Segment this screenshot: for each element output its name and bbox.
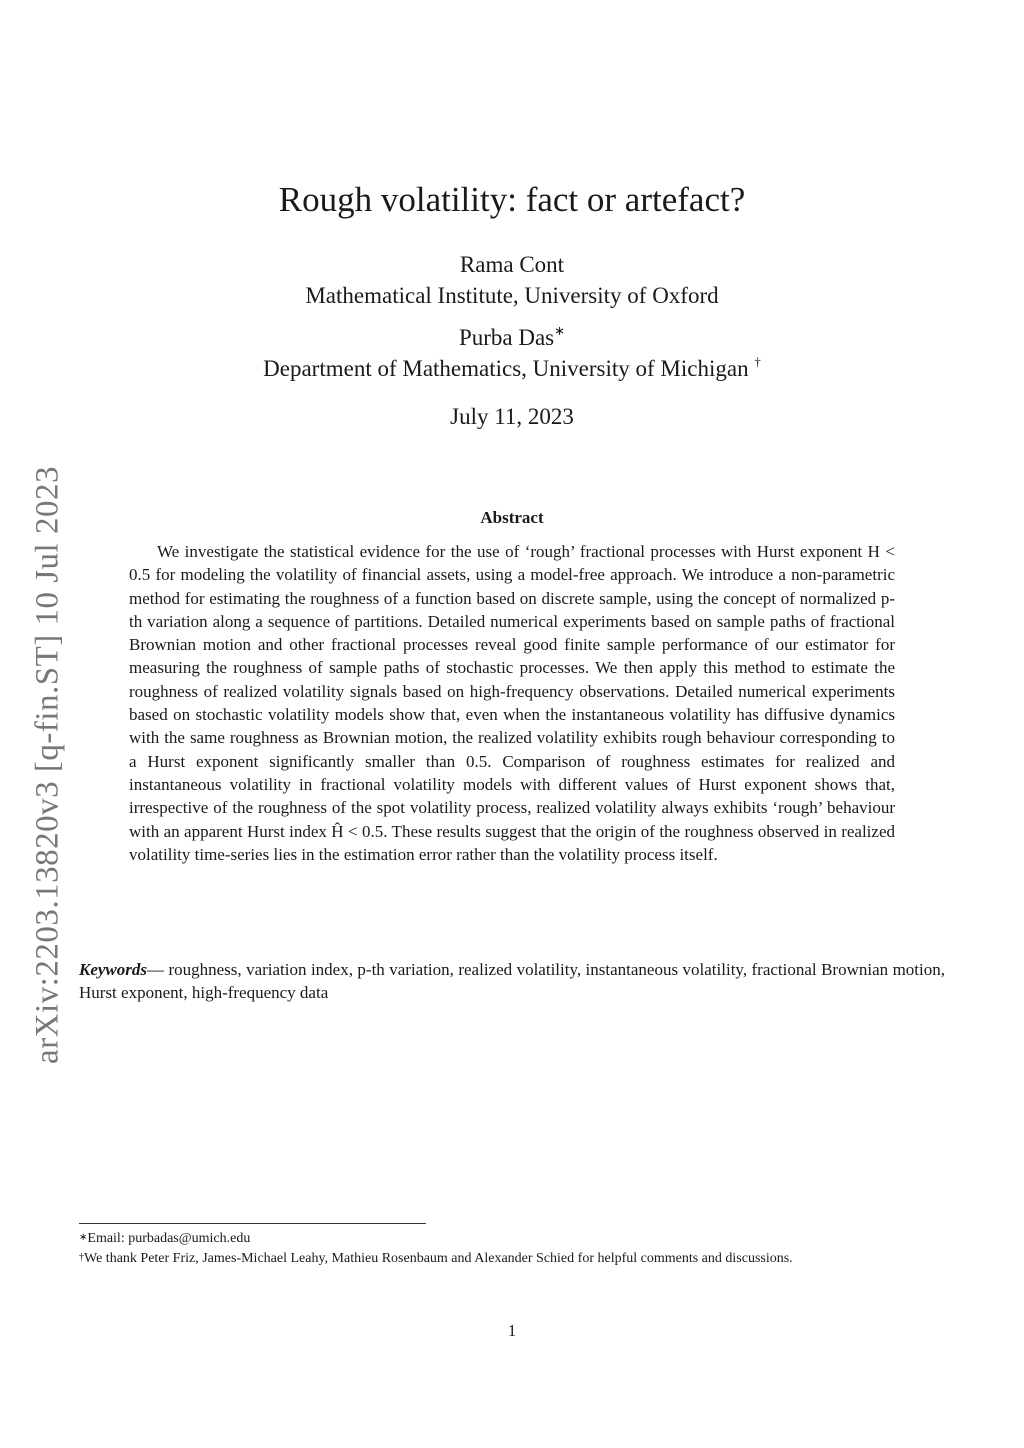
author-name-text: Purba Das [458,325,555,350]
author-name [0,325,1024,351]
footnote-text: We thank Peter Friz, James-Michael Leahy, Mathieu Rosenbaum and Alexander Schied for helpful comments and discussions. [84,1251,793,1266]
affiliation-text: Department of Mathematics, University of Michigan [263,356,755,381]
author-affiliation [0,356,1024,382]
keywords [79,958,945,1005]
author-name [0,252,1024,278]
keywords-list: — roughness, variation index, p-th variation, realized volatility, instantaneous volatility, fractional Brownian motion, Hurst exponent, high-frequency data [79,960,945,1003]
footnote-text: Email: purbadas@umich.edu [87,1231,251,1246]
footnote-divider [79,1223,426,1224]
footnote-acknowledgements [79,1249,947,1268]
paper-title: Rough volatility: fact or artefact? [278,180,746,219]
author-mark: ∗ [554,323,566,338]
author-affiliation [0,283,1024,309]
footnote-email [79,1229,947,1248]
arxiv-identifier: arXiv:2203.13820v3 [q-fin.ST] 10 Jul 2023 [29,466,66,1064]
abstract-heading: Abstract [480,508,544,527]
page-number: 1 [507,1321,517,1340]
abstract-body: We investigate the statistical evidence for the use of ‘rough’ fractional processes with Hurst exponent H < 0.5 for modeling the volatility of financial assets, using a model-free approach. We introduce a non-parametric method for estimating the roughness of a function based on discrete sample, using the concept of normalized p-th variation along a sequence of partitions. Detailed numerical experiments based on sample paths of fractional Brownian motion and other fractional processes reveal good finite sample performance of our estimator for measuring the roughness of sample paths of stochastic processes. We then apply this method to estimate the roughness of realized volatility signals based on high-frequency observations. Detailed numerical experiments based on stochastic volatility models show that, even when the instantaneous volatility has diffusive dynamics with the same roughness as Brownian motion, the realized volatility exhibits rough behaviour corresponding to a Hurst exponent significantly smaller than 0.5. Comparison of roughness estimates for realized and instantaneous volatility in fractional volatility models with different values of Hurst exponent shows that, irrespective of the roughness of the spot volatility process, realized volatility always exhibits ‘rough’ behaviour with an apparent Hurst index Ĥ < 0.5. These results suggest that the origin of the roughness observed in realized volatility time-series lies in the estimation error rather than the volatility process itself. [129,542,895,864]
footnote-mark: ∗ [79,1232,88,1243]
author-name-text: Rama Cont [459,252,565,277]
affiliation-mark: † [754,354,761,369]
keywords-label: Keywords [79,960,147,979]
affiliation-text: Mathematical Institute, University of Oxford [305,283,719,308]
footnote-mark: † [79,1252,84,1263]
publication-date: July 11, 2023 [450,404,574,429]
